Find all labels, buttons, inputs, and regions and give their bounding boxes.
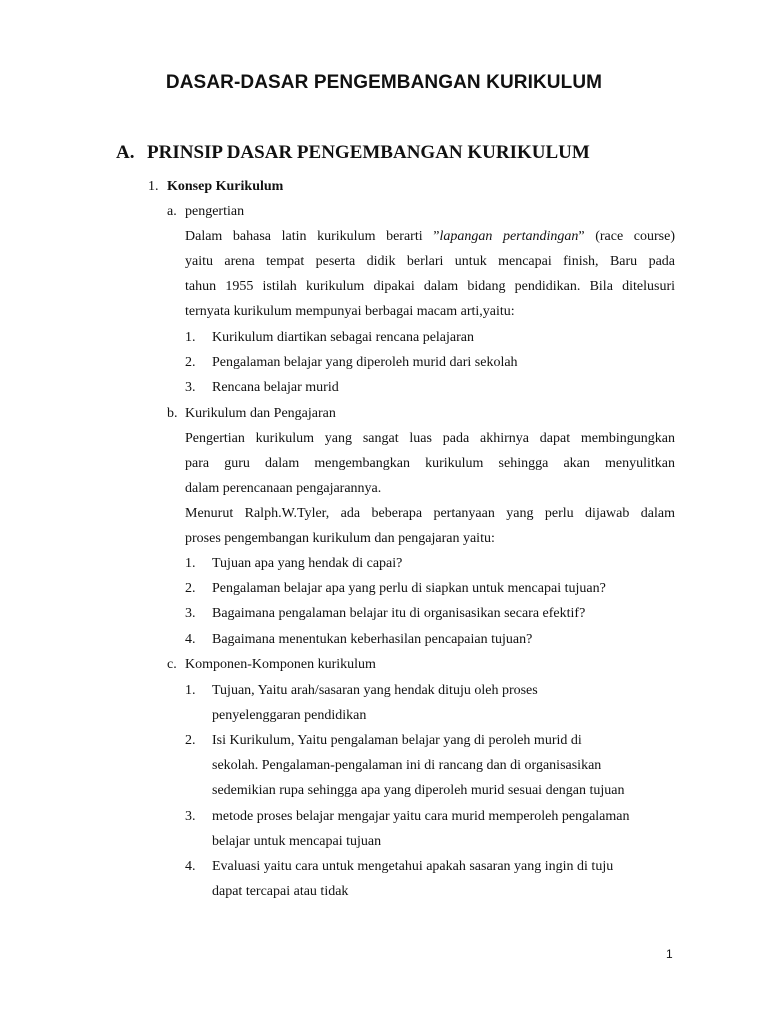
list-item-number: 2. [185, 355, 196, 370]
list-item-number: 4. [185, 632, 196, 647]
list-item-continuation: belajar untuk mencapai tujuan [212, 834, 382, 849]
list-item-text: Tujuan apa yang hendak di capai? [212, 556, 403, 571]
list-item-text: Evaluasi yaitu cara untuk mengetahui apakah sasaran yang ingin di tuju [212, 859, 614, 874]
paragraph-text: ” (race course) [578, 229, 675, 244]
section-title: PRINSIP DASAR PENGEMBANGAN KURIKULUM [147, 142, 590, 163]
list-item-text: Pengalaman belajar apa yang perlu di siapkan untuk mencapai tujuan? [212, 581, 606, 596]
list-item-continuation: penyelenggaran pendidikan [212, 708, 367, 723]
section-heading [116, 142, 590, 164]
subsection-number: 1. [148, 179, 159, 194]
part-c-title: Komponen-Komponen kurikulum [185, 657, 376, 672]
list-item-continuation: dapat tercapai atau tidak [212, 884, 349, 899]
part-b-title: Kurikulum dan Pengajaran [185, 406, 336, 421]
list-item-text: Pengalaman belajar yang diperoleh murid dari sekolah [212, 355, 518, 370]
list-item-text: Bagaimana menentukan keberhasilan pencapaian tujuan? [212, 632, 533, 647]
list-item-continuation: sedemikian rupa sehingga apa yang diperoleh murid sesuai dengan tujuan [212, 783, 625, 798]
paragraph-emphasis: lapangan pertandingan [439, 229, 579, 244]
part-b-paragraph-2-line-2: proses pengembangan kurikulum dan pengajaran yaitu: [185, 531, 495, 546]
subsection-title: Konsep Kurikulum [167, 179, 284, 194]
part-a-letter: a. [167, 204, 177, 219]
list-item-text: Bagaimana pengalaman belajar itu di organisasikan secara efektif? [212, 606, 586, 621]
list-item-number: 1. [185, 330, 196, 345]
list-item-number: 2. [185, 733, 196, 748]
list-item-text: metode proses belajar mengajar yaitu cara murid memperoleh pengalaman [212, 809, 630, 824]
part-b-paragraph-1-line-2: para guru dalam mengembangkan kurikulum sehingga akan menyulitkan [185, 456, 675, 471]
part-a-title: pengertian [185, 204, 245, 219]
page-number: 1 [666, 947, 673, 961]
paragraph-text: Dalam bahasa latin kurikulum berarti ” [185, 229, 440, 244]
list-item-text: Rencana belajar murid [212, 380, 339, 395]
part-a-paragraph-line-2: yaitu arena tempat peserta didik berlari untuk mencapai finish, Baru pada [185, 254, 675, 269]
list-item-number: 3. [185, 809, 196, 824]
part-b-paragraph-1-line-3: dalam perencanaan pengajarannya. [185, 481, 382, 496]
part-b-paragraph-1-line-1: Pengertian kurikulum yang sangat luas pada akhirnya dapat membingungkan [185, 431, 675, 446]
list-item-number: 4. [185, 859, 196, 874]
list-item-number: 3. [185, 606, 196, 621]
part-a-paragraph-line-1 [185, 228, 675, 246]
list-item-number: 3. [185, 380, 196, 395]
list-item-text: Tujuan, Yaitu arah/sasaran yang hendak dituju oleh proses [212, 683, 538, 698]
section-letter: A. [116, 142, 135, 163]
part-a-paragraph-line-4: ternyata kurikulum mempunyai berbagai macam arti,yaitu: [185, 304, 515, 319]
part-c-letter: c. [167, 657, 177, 672]
list-item-text: Kurikulum diartikan sebagai rencana pelajaran [212, 330, 474, 345]
list-item-number: 2. [185, 581, 196, 596]
list-item-number: 1. [185, 683, 196, 698]
list-item-number: 1. [185, 556, 196, 571]
document-title: DASAR-DASAR PENGEMBANGAN KURIKULUM [165, 72, 603, 93]
list-item-continuation: sekolah. Pengalaman-pengalaman ini di rancang dan di organisasikan [212, 758, 602, 773]
list-item-text: Isi Kurikulum, Yaitu pengalaman belajar yang di peroleh murid di [212, 733, 582, 748]
part-b-letter: b. [167, 406, 178, 421]
part-a-paragraph-line-3: tahun 1955 istilah kurikulum dipakai dalam bidang pendidikan. Bila ditelusuri [185, 279, 675, 294]
part-b-paragraph-2-line-1: Menurut Ralph.W.Tyler, ada beberapa pertanyaan yang perlu dijawab dalam [185, 506, 675, 521]
